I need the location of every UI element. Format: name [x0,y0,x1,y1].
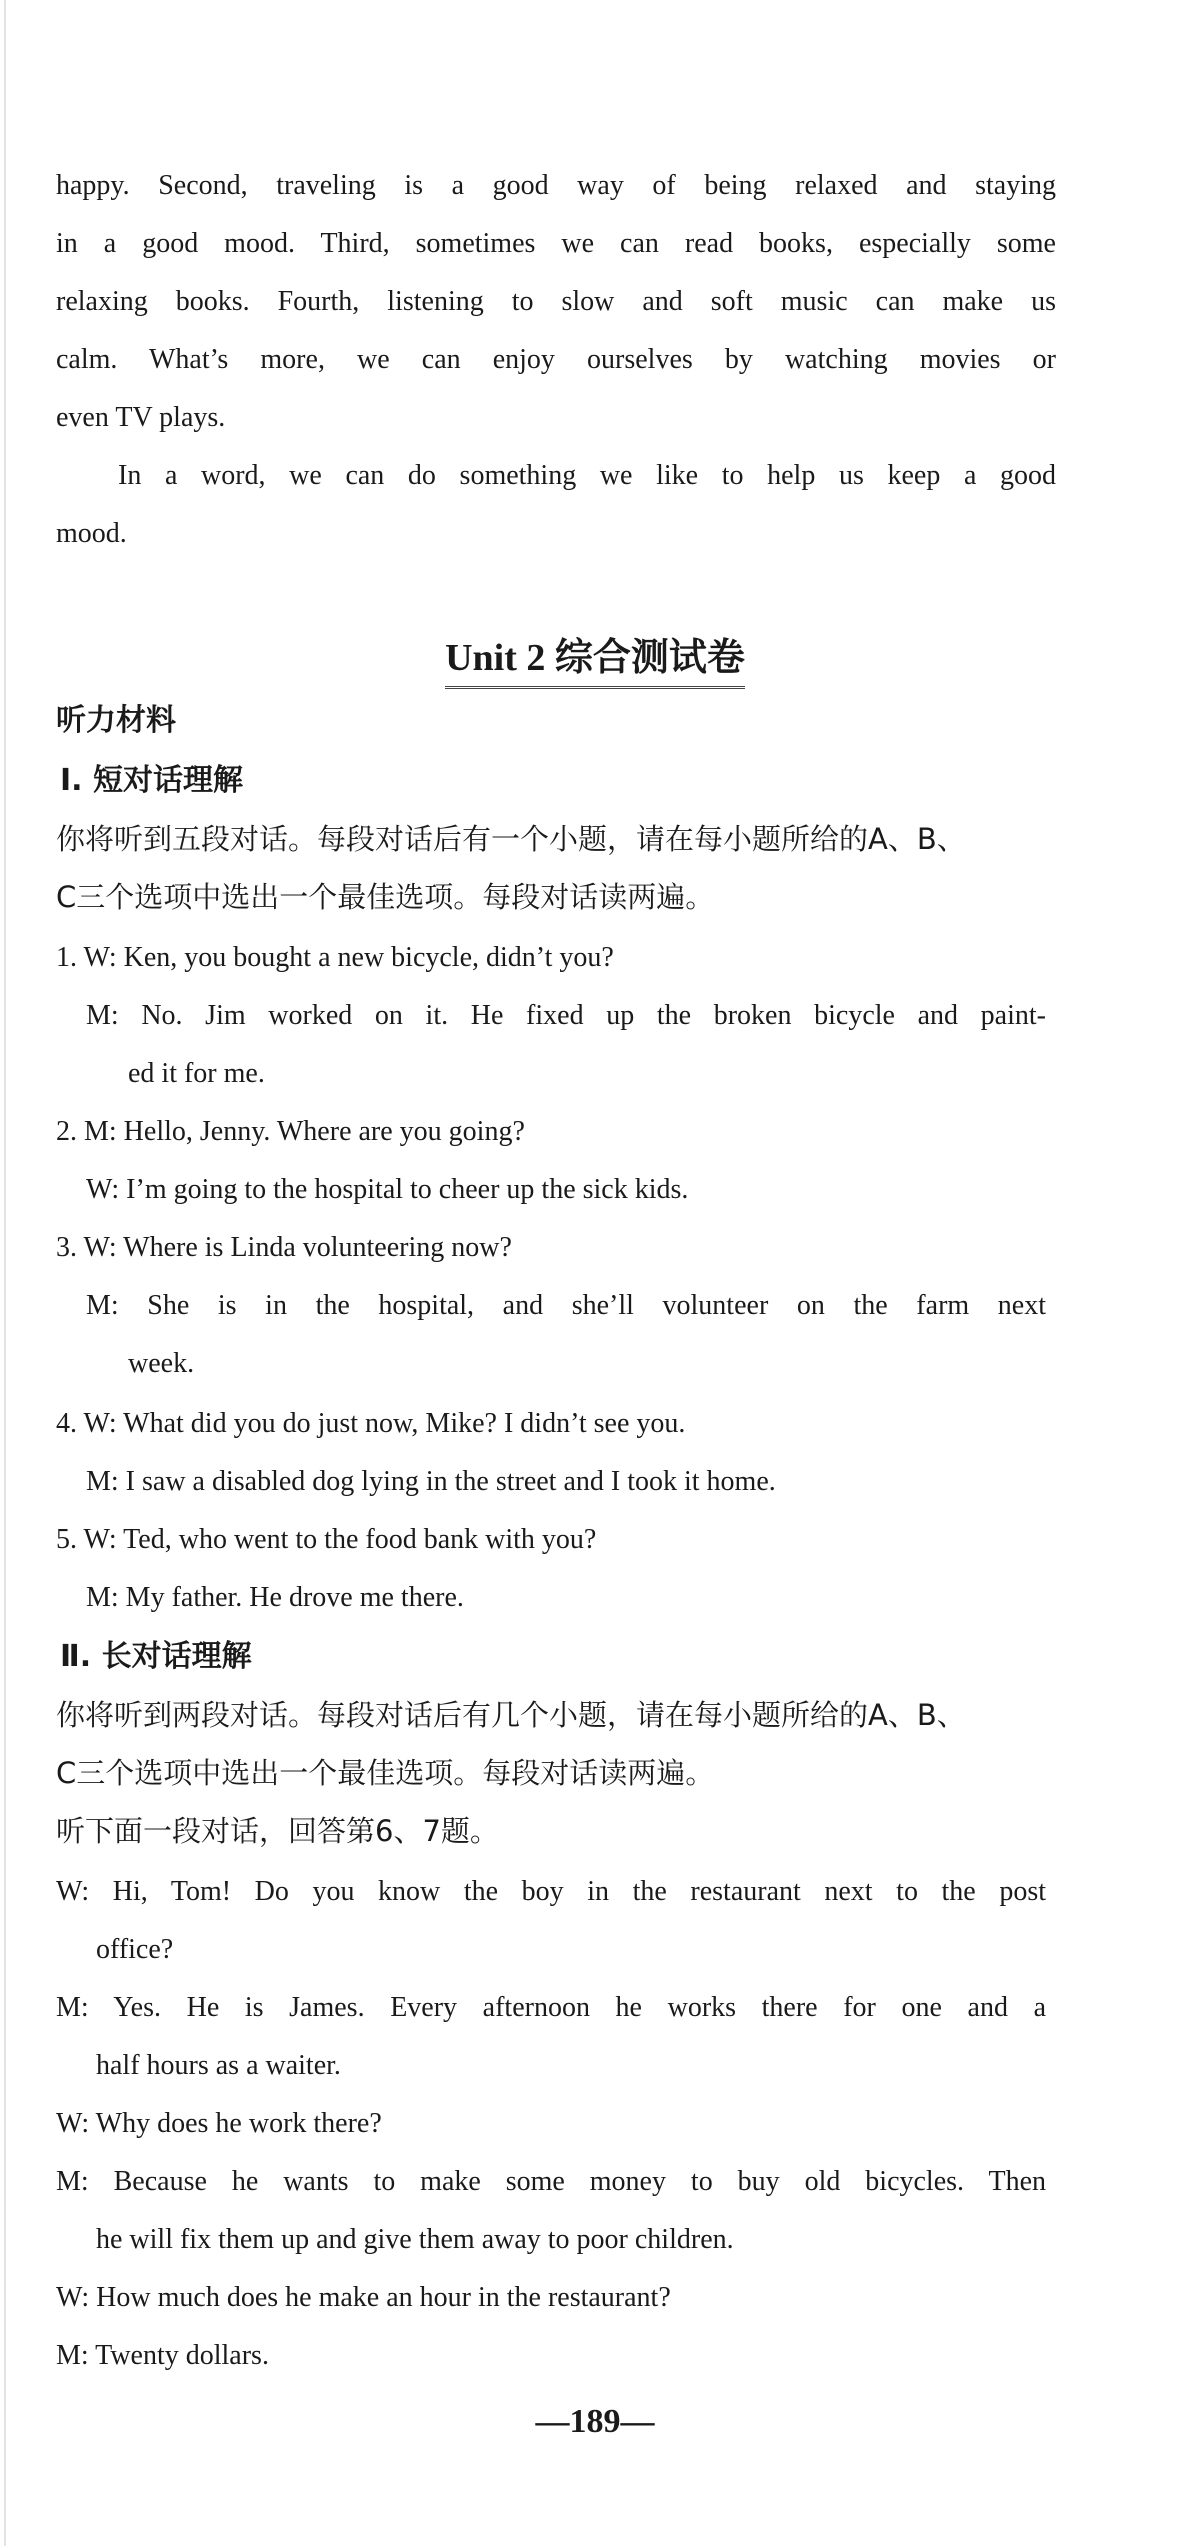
part2-instruction-line: 听下面一段对话，回答第6、7题。 [56,1814,499,1848]
dialogue-line: W: I’m going to the hospital to cheer up the sick kids. [86,1174,689,1205]
dialogue-line: 2. M: Hello, Jenny. Where are you going? [56,1116,525,1147]
part1-instruction-line: 你将听到五段对话。每段对话后有一个小题，请在每小题所给的A、B、 [56,822,966,856]
dialogue-line: M: She is in the hospital, and she’ll volunteer on the farm next [86,1290,1046,1321]
section-heading: 听力材料 [56,703,176,738]
essay-line: even TV plays. [56,402,226,433]
dialogue-line: W: Hi, Tom! Do you know the boy in the restaurant next to the post [56,1876,1046,1907]
dialogue-line: W: How much does he make an hour in the restaurant? [56,2282,671,2313]
page-number: —189— [535,2403,655,2440]
page-title [0,634,1190,689]
dialogue-line: M: Yes. He is James. Every afternoon he works there for one and a [56,1992,1046,2023]
essay-line: calm. What’s more, we can enjoy ourselves by watching movies or [56,344,1056,375]
dialogue-line: he will fix them up and give them away to poor children. [96,2224,734,2255]
part2-instruction-line: C三个选项中选出一个最佳选项。每段对话读两遍。 [56,1756,715,1790]
dialogue-line: 4. W: What did you do just now, Mike? I didn’t see you. [56,1408,686,1439]
dialogue-line: half hours as a waiter. [96,2050,341,2081]
dialogue-line: M: No. Jim worked on it. He fixed up the broken bicycle and paint- [86,1000,1046,1031]
part1-instruction-line: C三个选项中选出一个最佳选项。每段对话读两遍。 [56,880,715,914]
dialogue-line: M: I saw a disabled dog lying in the street and I took it home. [86,1466,776,1497]
dialogue-line: 3. W: Where is Linda volunteering now? [56,1232,512,1263]
essay-line: In a word, we can do something we like to help us keep a good [118,460,1056,491]
dialogue-line: M: Because he wants to make some money to buy old bicycles. Then [56,2166,1046,2197]
part2-instruction-line: 你将听到两段对话。每段对话后有几个小题，请在每小题所给的A、B、 [56,1698,966,1732]
essay-line: in a good mood. Third, sometimes we can read books, especially some [56,228,1056,259]
dialogue-line: 5. W: Ted, who went to the food bank with you? [56,1524,597,1555]
dialogue-line: M: Twenty dollars. [56,2340,269,2371]
dialogue-line: ed it for me. [128,1058,265,1089]
dialogue-line: M: My father. He drove me there. [86,1582,464,1613]
part2-heading: Ⅱ. 长对话理解 [60,1639,252,1674]
essay-line: mood. [56,518,127,549]
essay-line: happy. Second, traveling is a good way of being relaxed and staying [56,170,1056,201]
dialogue-line: week. [128,1348,195,1379]
dialogue-line: 1. W: Ken, you bought a new bicycle, didn’t you? [56,942,614,973]
essay-line: relaxing books. Fourth, listening to slow and soft music can make us [56,286,1056,317]
page-title-text: Unit 2 综合测试卷 [445,634,745,689]
dialogue-line: W: Why does he work there? [56,2108,382,2139]
part1-heading: Ⅰ. 短对话理解 [60,763,244,798]
dialogue-line: office? [96,1934,174,1965]
